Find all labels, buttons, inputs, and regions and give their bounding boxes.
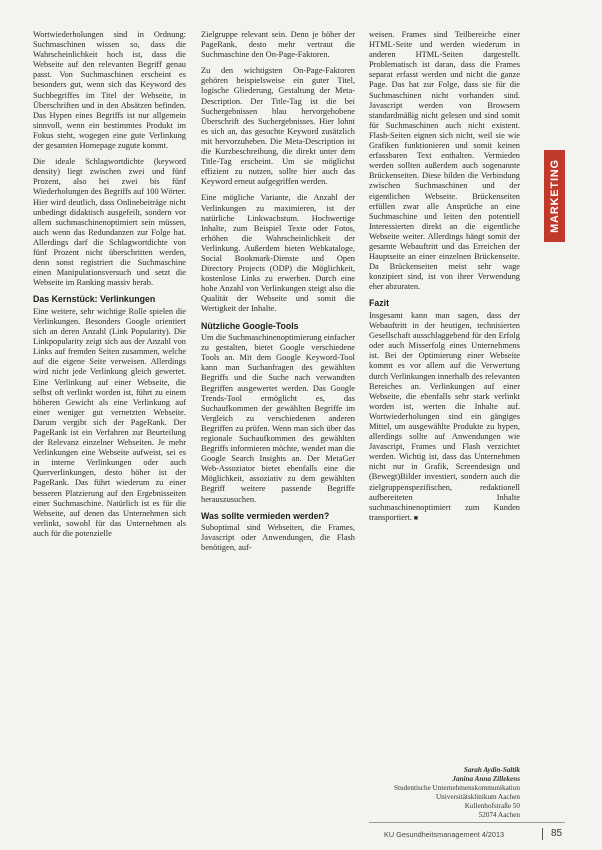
page-number: 85 (551, 828, 563, 839)
author-affiliation: Studentische Unternehmenskommunikation (394, 783, 520, 792)
author-name: Sarah Aydin-Saltik (463, 766, 520, 774)
section-heading: Was sollte vermieden werden? (201, 510, 330, 521)
footer-rule (369, 822, 565, 823)
paragraph: Wortwiederholungen sind in Ordnung: Suchmaschinen wissen so, dass die Wahrscheinlichkeit hoch ist, dass die Webseite auf den relevanten Begriff genau passt. Von Suchmaschinen erscheint es besonders gut, wenn sich das Keyword des Suchbegriffes im Titel der Webseite, in Überschriften und in den Absätzen befinden. Das Hypen eines Begriffs ist nur allgemein sinnvoll, wenn ein bestimmtes Produkt im Fokus steht, wogegen eine gute Verlinkung der gesamten Homepage zugute kommt. (33, 30, 186, 151)
section-heading: Fazit (369, 298, 390, 309)
author-address: Kullenhofstraße 50 (464, 801, 520, 810)
footer-separator (542, 828, 543, 840)
paragraph: Insgesamt kann man sagen, dass der Webauftritt in der heutigen, technisierten Gesellschaft ausschlaggebend für den Erfolg oder auch Misserfolg eines Unternehmens ist. Bei der Optimierung einer Webseite kommt es vor allem auf die Verwertung durch Verlinkungen innerhalb des relevanten Bereiches an. Verlinkungen auf einer Webseite, die ebenfalls sehr stark verlinkt worden ist, werten die Inhalte auf. Wortwiederholungen sind ein gängiges Mittel, um ausgewählte Produkte zu hypen, allerdings sollte auf Anwendungen wie Javascript, Frames und Flash verzichtet werden. Wichtig ist, dass das Unternehmen nicht nur in Grafik, Screendesign und (Bewegt)Bilder investiert, sondern auch die zielgruppenspezifischen, redaktionell aufbereiteten Inhalte suchmaschinenoptimiert zum Kunden transportiert. ■ (369, 311, 520, 523)
author-block (392, 766, 520, 819)
paragraph: Eine mögliche Variante, die Anzahl der Verlinkungen zu maximieren, ist der natürliche Linkwachstum. Hochwertige Inhalte, zum Beispiel Texte oder Fotos, erhöhen die Wahrscheinlichkeit der Verlinkung. Außerdem bieten Webkataloge, Social Bookmark-Dienste und Open Directory Projects (ODP) die Möglichkeit, kostenlose Links zu erwerben. Durch eine hohe Anzahl von Verlinkungen steigt also die Qualität der Webseite und somit die Wertigkeit der Inhalte. (201, 193, 355, 314)
author-name: Janina Anna Zillekens (452, 774, 520, 783)
paragraph: Zielgruppe relevant sein. Denn je höher der PageRank, desto mehr vertraut die Suchmaschine den On-Page-Faktoren. (201, 30, 355, 60)
paragraph: Eine weitere, sehr wichtige Rolle spielen die Verlinkungen. Besonders Google orientiert sich an deren Anzahl (Link Popularity). Die Linkpopularity zeigt sich aus der Anzahl von Links auf fremden Seiten zusammen, welche auf die eigene Seite verweisen. Allerdings wird nicht jede Verlinkung gleich gewertet. Eine Verlinkung auf einer Webseite, die selbst oft verlinkt worden ist, führt zu einem höheren Gewicht als eine Verlinkung auf einer weniger gut vernetzten Webseite. Darum vergibt sich der PageRank. Der PageRank ist ein Verfahren zur Beurteilung der Relevanz einzelner Webseiten. Je mehr Verlinkungen eine Webseite aufweist, sei es in interne Verlinkungen oder auch Querverlinkungen, desto höher ist der PageRank. Das führt wiederum zu einer besseren Platzierung auf den Ergebnisseiten einer Suchmaschine. Natürlich ist es für die Webseite, auf denen das Unternehmen sich verlinkt, sowohl für das Unternehmen als auch für die potenzielle (33, 306, 186, 538)
section-heading: Nützliche Google-Tools (201, 320, 299, 331)
text-column-1 (33, 30, 186, 545)
section-tab (544, 150, 565, 242)
section-tab-label: MARKETING (548, 159, 561, 233)
paragraph: weisen. Frames sind Teilbereiche einer HTML-Seite und werden wiederum in anderen HTML-Seiten dargestellt. Problematisch ist daran, dass die Frames separat erfasst werden und nicht die ganze Page. Das hat zur Folge, dass sie für die Suchmaschinen nicht vorhanden sind. Javascript werden von Browsern standardmäßig nicht gelesen und sind somit für Suchmaschinen auch nicht existent. Flash-Seiten eignen sich nicht, weil sie wie Grafiken funktionieren und somit keinen erfassbaren Text enthalten. Vermieden werden sollten außerdem auch sogenannte Brückenseiten. Diese bilden die Verbindung zwischen Suchmaschinen und der eigentlichen Webseite. Brückenseiten erfüllen zwar alle Ansprüche an eine Suchmaschine und leiten den potentiell Interessierten direkt an die eigentliche Webseite weiter. Allerdings hängt somit der gesamte Webauftritt und das Erreichen der Hauptseite an einer einzelnen Brückenseite. Da Brückenseiten meist sehr wage konzipiert sind, ist von ihrer Verwendung eher abzuraten. (369, 30, 520, 292)
text-column-3 (369, 30, 520, 529)
author-address: 52074 Aachen (478, 810, 520, 819)
paragraph: Suboptimal sind Webseiten, die Frames, Javascript oder Anwendungen, die Flash benötigen, auf- (201, 523, 355, 553)
text-column-2 (201, 30, 355, 559)
author-affiliation: Universitätsklinikum Aachen (435, 792, 520, 801)
footer-source: KU Gesundheitsmanagement 4/2013 (384, 830, 505, 839)
section-heading: Das Kernstück: Verlinkungen (33, 294, 156, 305)
paragraph: Zu den wichtigsten On-Page-Faktoren gehören beispielsweise ein guter Titel, logische Gliederung, Gestaltung der Meta-Description. Der Title-Tag ist die bei Suchergebnissen blau hervorgehobene Überschrift des Suchergebnisses. Hier lohnt es sich an, das gesuchte Keyword zusätzlich mit hervorzuheben. Die Meta-Description ist die Kurzbeschreibung, die direkt unter dem Title-Tag erscheint. Um sie möglichst effizient zu nutzen, sollte hier auch das Keyword erneut aufgegriffen werden. (201, 66, 355, 187)
paragraph: Um die Suchmaschinenoptimierung einfacher zu gestalten, bietet Google verschiedene Tools an. Mit dem Google Keyword-Tool kann man Suchanfragen des gewählten Begriffs und die Suche nach verwandten Begriffen ausgewertet werden. Das Google Trends-Tool ermöglicht es, das Suchaufkommen der gewählten Begriffe im Vergleich zu verschiedenen anderen Begriffen zu prüfen. Wenn man sich über das regionale Suchaufkommen des gewählten Begriffs informieren möchte, wendet man die Google Search Insights an. Der MetaGer Web-Assoziator bietet ebenfalls eine die Möglichkeit, assoziativ zu dem gewählten Begriff weitere passende Begriffe herauszusuchen. (201, 333, 355, 504)
paragraph: Die ideale Schlagwortdichte (keyword density) liegt zwischen zwei und fünf Prozent, also bei zwei bis fünf Wiederholungen des Begriffs auf 100 Wörter. Hier wird deutlich, dass Onlinebeiträge nicht unbedingt didaktisch ausgefeilt, sondern vor allem suchmaschinenoptimiert sein müssen, auch wenn das Redundanzen zur Folge hat. Allerdings darf die Schlagwortdichte von fünf Prozent nicht überschritten werden, denn sonst registriert die Suchmaschine einen Manipulationsversuch und setzt die Webseite im Ranking massiv herab. (33, 157, 186, 288)
